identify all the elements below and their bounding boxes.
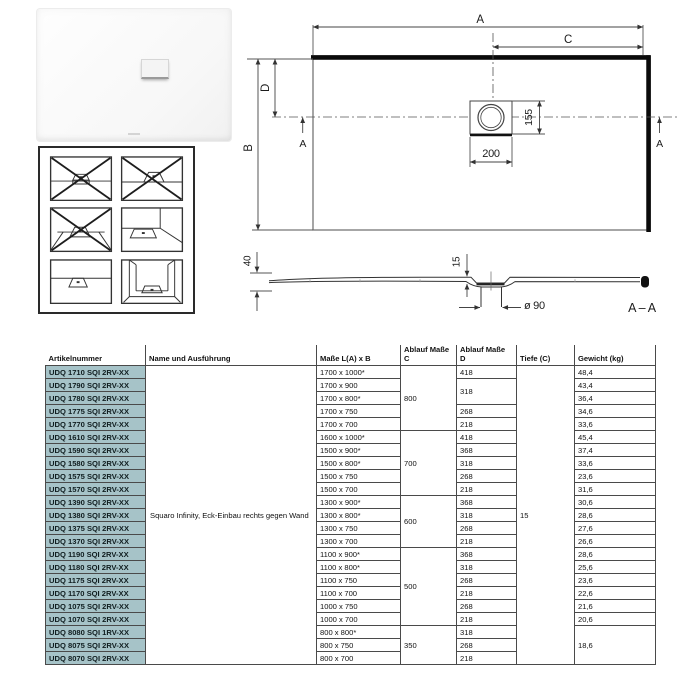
- size-cell: 1700 x 1000*: [317, 366, 401, 379]
- plan-view: [243, 14, 678, 232]
- size-cell: 800 x 750: [317, 639, 401, 652]
- size-cell: 800 x 800*: [317, 626, 401, 639]
- col-header-2: Maße L(A) x B: [317, 345, 401, 366]
- installation-options-grid: [38, 146, 195, 314]
- article-number-cell: UDQ 1770 SQI 2RV-XX: [46, 418, 146, 431]
- size-cell: 1700 x 900: [317, 379, 401, 392]
- col-header-5: Tiefe (C): [517, 345, 575, 366]
- section-marker-left-label: A: [299, 138, 307, 150]
- col-header-3: Ablauf Maße C: [401, 345, 457, 366]
- drain-dim-d-cell: 268: [457, 522, 517, 535]
- article-number-cell: UDQ 1170 SQI 2RV-XX: [46, 587, 146, 600]
- article-number-cell: UDQ 1175 SQI 2RV-XX: [46, 574, 146, 587]
- weight-cell: 23,6: [575, 574, 656, 587]
- article-number-cell: UDQ 1380 SQI 2RV-XX: [46, 509, 146, 522]
- dim-15-label: 15: [451, 256, 463, 268]
- drain-dim-c-cell: 600: [401, 496, 457, 548]
- table-row: [46, 366, 656, 379]
- spec-table: [45, 345, 656, 665]
- article-number-cell: UDQ 1180 SQI 2RV-XX: [46, 561, 146, 574]
- weight-cell: 20,6: [575, 613, 656, 626]
- weight-cell: 31,6: [575, 483, 656, 496]
- drain-dim-c-cell: 700: [401, 431, 457, 496]
- article-number-cell: UDQ 1780 SQI 2RV-XX: [46, 392, 146, 405]
- size-cell: 1500 x 700: [317, 483, 401, 496]
- technical-drawing: [240, 0, 700, 330]
- size-cell: 1700 x 700: [317, 418, 401, 431]
- brand-mark: [128, 133, 140, 135]
- article-number-cell: UDQ 1790 SQI 2RV-XX: [46, 379, 146, 392]
- article-number-cell: UDQ 1190 SQI 2RV-XX: [46, 548, 146, 561]
- drain-plan: [470, 101, 512, 135]
- drain-dim-d-cell: 218: [457, 483, 517, 496]
- install-option-2: [120, 156, 184, 201]
- drain-dim-d-cell: 268: [457, 470, 517, 483]
- drain-dim-c-cell: 500: [401, 548, 457, 626]
- size-cell: 1600 x 1000*: [317, 431, 401, 444]
- weight-cell: 26,6: [575, 535, 656, 548]
- drain-dim-d-cell: 418: [457, 366, 517, 379]
- weight-cell: 23,6: [575, 470, 656, 483]
- drain-dim-d-cell: 318: [457, 561, 517, 574]
- install-option-5: [49, 259, 113, 304]
- size-cell: 1700 x 800*: [317, 392, 401, 405]
- size-cell: 1300 x 750: [317, 522, 401, 535]
- weight-cell: 33,6: [575, 418, 656, 431]
- drain-dim-d-cell: 218: [457, 418, 517, 431]
- size-cell: 1000 x 700: [317, 613, 401, 626]
- not-allowed-cross-icon: [52, 209, 111, 250]
- weight-cell: 21,6: [575, 600, 656, 613]
- size-cell: 1100 x 750: [317, 574, 401, 587]
- size-cell: 1100 x 900*: [317, 548, 401, 561]
- article-number-cell: UDQ 1570 SQI 2RV-XX: [46, 483, 146, 496]
- col-header-4: Ablauf Maße D: [457, 345, 517, 366]
- article-number-cell: UDQ 1390 SQI 2RV-XX: [46, 496, 146, 509]
- article-number-cell: UDQ 8080 SQI 1RV-XX: [46, 626, 146, 639]
- drain-dim-d-cell: 218: [457, 535, 517, 548]
- install-option-6: [120, 259, 184, 304]
- weight-cell: 33,6: [575, 457, 656, 470]
- drain-dim-c-cell: 350: [401, 626, 457, 665]
- product-photo: [36, 8, 232, 142]
- size-cell: 1300 x 700: [317, 535, 401, 548]
- weight-cell: 28,6: [575, 548, 656, 561]
- spec-table-wrapper: [45, 345, 656, 665]
- depth-cell: 15: [517, 366, 575, 665]
- weight-cell: 27,6: [575, 522, 656, 535]
- dim-drain-diameter-label: ø 90: [524, 300, 545, 312]
- weight-cell: 48,4: [575, 366, 656, 379]
- dim-40-label: 40: [242, 255, 254, 267]
- article-number-cell: UDQ 1075 SQI 2RV-XX: [46, 600, 146, 613]
- section-marker-right-label: A: [656, 138, 663, 150]
- drain-dim-d-cell: 418: [457, 431, 517, 444]
- drain-dim-d-cell: 268: [457, 574, 517, 587]
- drain-dim-d-cell: 318: [457, 457, 517, 470]
- article-number-cell: UDQ 1710 SQI 2RV-XX: [46, 366, 146, 379]
- weight-cell: 18,6: [575, 626, 656, 665]
- size-cell: 1300 x 800*: [317, 509, 401, 522]
- drain-dim-d-cell: 368: [457, 444, 517, 457]
- weight-cell: 34,6: [575, 405, 656, 418]
- dim-c-label: C: [563, 34, 573, 46]
- size-cell: 1100 x 800*: [317, 561, 401, 574]
- size-cell: 1700 x 750: [317, 405, 401, 418]
- weight-cell: 36,4: [575, 392, 656, 405]
- drain-dim-d-cell: 218: [457, 587, 517, 600]
- dim-b-label: B: [243, 144, 255, 152]
- not-allowed-cross-icon: [123, 158, 182, 199]
- weight-cell: 45,4: [575, 431, 656, 444]
- weight-cell: 37,4: [575, 444, 656, 457]
- drain-dim-d-cell: 268: [457, 600, 517, 613]
- size-cell: 1500 x 800*: [317, 457, 401, 470]
- dim-a-label: A: [476, 14, 484, 26]
- wall-profile-cap: [641, 276, 649, 288]
- size-cell: 1100 x 700: [317, 587, 401, 600]
- col-header-1: Name und Ausführung: [146, 345, 317, 366]
- weight-cell: 28,6: [575, 509, 656, 522]
- weight-cell: 43,4: [575, 379, 656, 392]
- drain-dim-d-cell: 268: [457, 639, 517, 652]
- weight-cell: 30,6: [575, 496, 656, 509]
- dim-155-label: 155: [523, 109, 535, 126]
- install-option-3: [49, 207, 113, 252]
- article-number-cell: UDQ 8075 SQI 2RV-XX: [46, 639, 146, 652]
- col-header-6: Gewicht (kg): [575, 345, 656, 366]
- drain-dim-d-cell: 368: [457, 548, 517, 561]
- install-option-1: [49, 156, 113, 201]
- section-title-label: A – A: [628, 301, 656, 315]
- article-number-cell: UDQ 1370 SQI 2RV-XX: [46, 535, 146, 548]
- drain-dim-d-cell: 368: [457, 496, 517, 509]
- article-number-cell: UDQ 1610 SQI 2RV-XX: [46, 431, 146, 444]
- col-header-0: Artikelnummer: [46, 345, 146, 366]
- drain-cover-image: [141, 59, 169, 79]
- article-number-cell: UDQ 1590 SQI 2RV-XX: [46, 444, 146, 457]
- drain-dim-d-cell: 218: [457, 652, 517, 665]
- size-cell: 1500 x 750: [317, 470, 401, 483]
- dim-200-label: 200: [482, 148, 500, 160]
- drain-dim-d-cell: 268: [457, 405, 517, 418]
- drain-dim-d-cell: 318: [457, 509, 517, 522]
- size-cell: 800 x 700: [317, 652, 401, 665]
- install-option-4: [120, 207, 184, 252]
- size-cell: 1300 x 900*: [317, 496, 401, 509]
- size-cell: 1000 x 750: [317, 600, 401, 613]
- name-execution-cell: Squaro Infinity, Eck-Einbau rechts gegen Wand: [146, 366, 317, 665]
- drain-dim-d-cell: 318: [457, 379, 517, 405]
- drain-dim-d-cell: 218: [457, 613, 517, 626]
- size-cell: 1500 x 900*: [317, 444, 401, 457]
- article-number-cell: UDQ 8070 SQI 2RV-XX: [46, 652, 146, 665]
- not-allowed-cross-icon: [52, 158, 111, 199]
- article-number-cell: UDQ 1375 SQI 2RV-XX: [46, 522, 146, 535]
- article-number-cell: UDQ 1775 SQI 2RV-XX: [46, 405, 146, 418]
- drain-dim-d-cell: 318: [457, 626, 517, 639]
- weight-cell: 22,6: [575, 587, 656, 600]
- section-view: [243, 252, 657, 315]
- article-number-cell: UDQ 1575 SQI 2RV-XX: [46, 470, 146, 483]
- article-number-cell: UDQ 1070 SQI 2RV-XX: [46, 613, 146, 626]
- dim-d-label: D: [260, 83, 272, 93]
- drain-dim-c-cell: 800: [401, 366, 457, 431]
- article-number-cell: UDQ 1580 SQI 2RV-XX: [46, 457, 146, 470]
- weight-cell: 25,6: [575, 561, 656, 574]
